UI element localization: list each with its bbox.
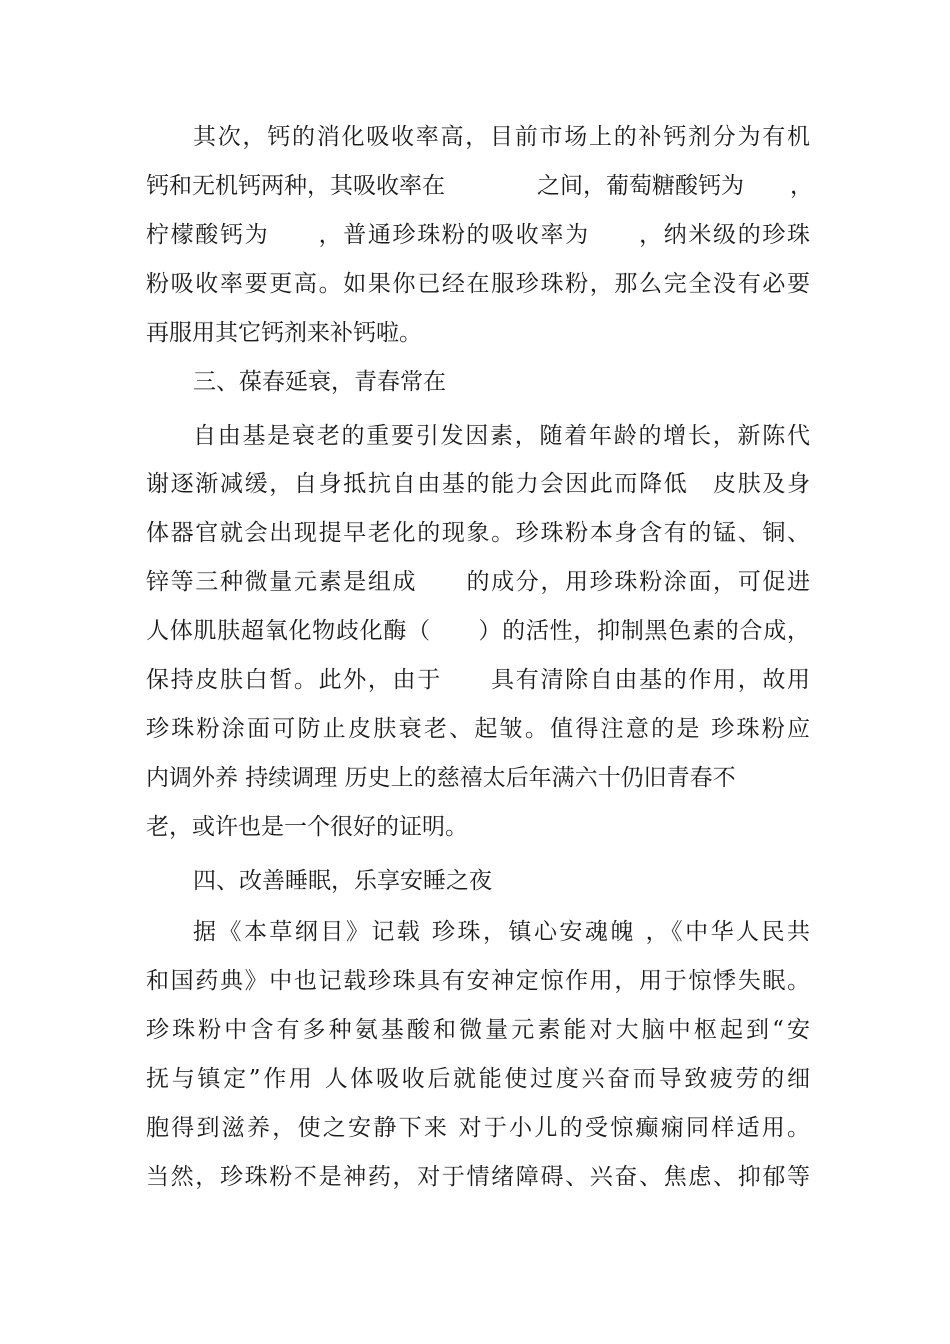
paragraph-line-4: 粉吸收率要更高。如果你已经在服珍珠粉，那么完全没有必要	[146, 271, 810, 297]
paragraph-line-3: 柠檬酸钙为 ，普通珍珠粉的吸收率为 ，纳米级的珍珠	[146, 222, 810, 248]
paragraph-line-20: 抚与镇定”作用 人体吸收后就能使过度兴奋而导致疲劳的细	[146, 1066, 810, 1092]
paragraph-line-8: 谢逐渐减缓，自身抵抗自由基的能力会因此而降低 皮肤及身	[146, 471, 810, 497]
paragraph-line-1: 其次，钙的消化吸收率高，目前市场上的补钙剂分为有机	[193, 124, 810, 150]
paragraph-line-22: 当然，珍珠粉不是神药，对于情绪障碍、兴奋、焦虑、抑郁等	[146, 1164, 810, 1190]
paragraph-line-17: 据《本草纲目》记载 珍珠，镇心安魂魄 ，《中华人民共	[193, 919, 810, 945]
paragraph-line-9: 体器官就会出现提早老化的现象。珍珠粉本身含有的锰、铜、	[146, 520, 810, 546]
paragraph-line-11: 人体肌肤超氧化物歧化酶（ ）的活性，抑制黑色素的合成，	[146, 618, 810, 644]
paragraph-line-5: 再服用其它钙剂来补钙啦。	[146, 320, 422, 346]
paragraph-line-2: 钙和无机钙两种，其吸收率在 之间，葡萄糖酸钙为 ，	[146, 173, 813, 199]
paragraph-line-19: 珍珠粉中含有多种氨基酸和微量元素能对大脑中枢起到“安	[146, 1017, 810, 1043]
paragraph-line-12: 保持皮肤白皙。此外，由于 具有清除自由基的作用，故用	[146, 667, 810, 693]
section-heading-4: 四、改善睡眠，乐享安睡之夜	[193, 868, 492, 894]
paragraph-line-10: 锌等三种微量元素是组成 的成分，用珍珠粉涂面，可促进	[146, 569, 810, 595]
paragraph-line-14: 内调外养 持续调理 历史上的慈禧太后年满六十仍旧青春不	[146, 765, 736, 791]
paragraph-line-7: 自由基是衰老的重要引发因素，随着年龄的增长，新陈代	[193, 423, 810, 449]
paragraph-line-21: 胞得到滋养，使之安静下来 对于小儿的受惊癫痫同样适用。	[146, 1115, 810, 1141]
paragraph-line-18: 和国药典》中也记载珍珠具有安神定惊作用，用于惊悸失眠。	[146, 968, 810, 994]
paragraph-line-13: 珍珠粉涂面可防止皮肤衰老、起皱。值得注意的是 珍珠粉应	[146, 716, 810, 742]
section-heading-3: 三、葆春延衰，青春常在	[193, 369, 446, 395]
paragraph-line-15: 老，或许也是一个很好的证明。	[146, 814, 468, 840]
